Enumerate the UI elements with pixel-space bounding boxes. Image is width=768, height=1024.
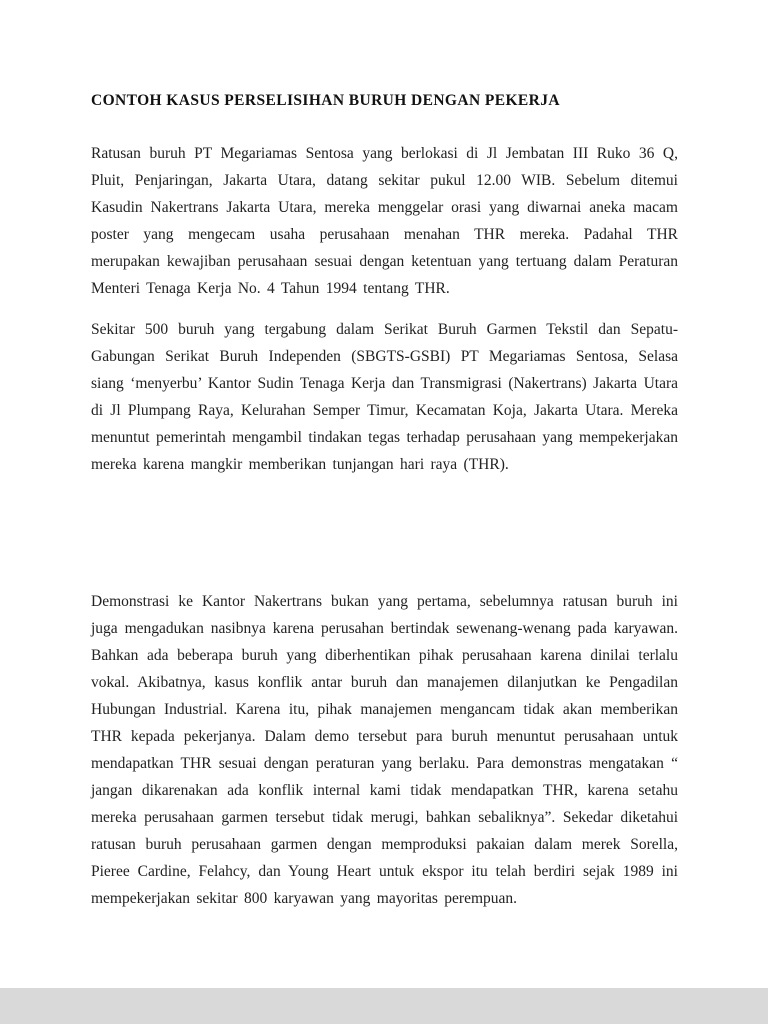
document-title: CONTOH KASUS PERSELISIHAN BURUH DENGAN PEKERJA	[91, 92, 560, 109]
paragraph-3: Demonstrasi ke Kantor Nakertrans bukan yang pertama, sebelumnya ratusan buruh ini juga mengadukan nasibnya karena perusahan bertindak sewenang-wenang pada karyawan. Bahkan ada beberapa buruh yang diberhentikan pihak perusahaan karena dinilai terlalu vokal. Akibatnya, kasus konflik antar buruh dan manajemen dilanjutkan ke Pengadilan Hubungan Industrial. Karena itu, pihak manajemen mengancam tidak akan memberikan THR kepada pekerjanya. Dalam demo tersebut para buruh menuntut perusahaan untuk mendapatkan THR sesuai dengan peraturan yang berlaku. Para demonstras mengatakan “ jangan dikarenakan ada konflik internal kami tidak mendapatkan THR, karena setahu mereka perusahaan garmen tersebut tidak merugi, bahkan sebaliknya”. Sekedar diketahui ratusan buruh perusahaan garmen dengan memproduksi pakaian dalam merek Sorella, Pieree Cardine, Felahcy, dan Young Heart untuk ekspor itu telah berdiri sejak 1989 ini mempekerjakan sekitar 800 karyawan yang mayoritas perempuan.	[91, 593, 678, 907]
paragraph-2: Sekitar 500 buruh yang tergabung dalam Serikat Buruh Garmen Tekstil dan Sepatu-Gabungan Serikat Buruh Independen (SBGTS-GSBI) PT Megariamas Sentosa, Selasa siang ‘menyerbu’ Kantor Sudin Tenaga Kerja dan Transmigrasi (Nakertrans) Jakarta Utara di Jl Plumpang Raya, Kelurahan Semper Timur, Kecamatan Koja, Jakarta Utara. Mereka menuntut pemerintah mengambil tindakan tegas terhadap perusahaan yang mempekerjakan mereka karena mangkir memberikan tunjangan hari raya (THR).	[91, 321, 678, 473]
paragraph-1: Ratusan buruh PT Megariamas Sentosa yang berlokasi di Jl Jembatan III Ruko 36 Q, Pluit, Penjaringan, Jakarta Utara, datang sekitar pukul 12.00 WIB. Sebelum ditemui Kasudin Nakertrans Jakarta Utara, mereka menggelar orasi yang diwarnai aneka macam poster yang mengecam usaha perusahaan menahan THR mereka. Padahal THR merupakan kewajiban perusahaan sesuai dengan ketentuan yang tertuang dalam Peraturan Menteri Tenaga Kerja No. 4 Tahun 1994 tentang THR.	[91, 145, 678, 297]
page-background-gap	[0, 988, 768, 1024]
